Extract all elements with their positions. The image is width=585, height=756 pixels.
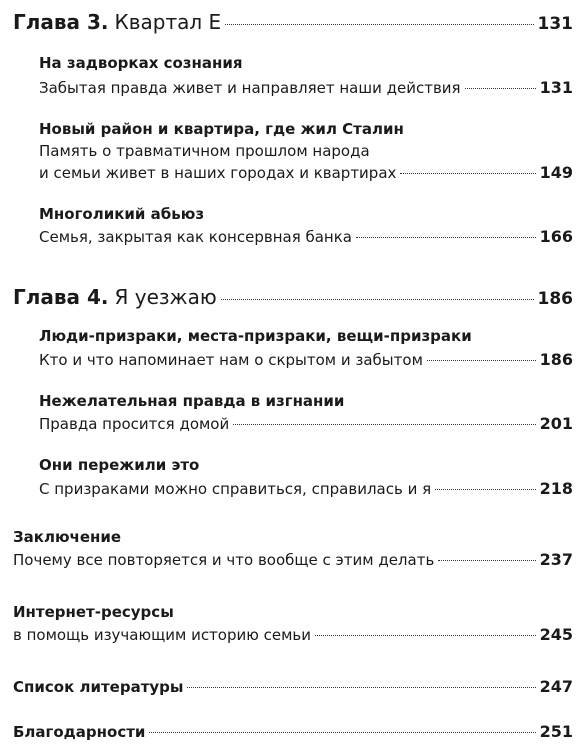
thanks-entry [13,722,573,741]
conclusion-title: Заключение [13,528,122,546]
literature-page: 247 [539,677,573,696]
leader-dots [187,687,535,688]
leader-dots [149,732,535,733]
literature-title: Список литературы [13,678,184,696]
section-subtitle: Семья, закрытая как консервная банка [39,228,352,246]
section-subtitle-entry [39,350,573,369]
section-title: Новый район и квартира, где жил Сталин [39,120,404,138]
conclusion-subtitle: Почему все повторяется и что вообще с этим делать [13,551,435,569]
section-title: Многоликий абьюз [39,205,205,223]
section-title: Они пережили это [39,456,200,474]
chapter-4-page: 186 [537,289,573,309]
section-title: На задворках сознания [39,54,243,72]
section-subtitle-entry [39,163,573,182]
chapter-3-entry [13,10,573,34]
chapter-4-title: Я уезжаю [114,285,217,309]
leader-dots [435,489,535,490]
leader-dots [315,635,536,636]
section-subtitle: С призраками можно справиться, справилась и я [39,480,432,498]
leader-dots [465,88,536,89]
section-subtitle-entry [39,414,573,433]
conclusion-entry [13,550,573,569]
chapter-4-entry [13,285,573,309]
section-subtitle-entry [39,479,573,498]
section-subtitle: Кто и что напоминает нам о скрытом и забытом [39,351,423,369]
section-page: 186 [539,350,573,369]
section-subtitle: Забытая правда живет и направляет наши действия [39,79,461,97]
section-page: 149 [539,163,573,182]
internet-resources-subtitle: в помощь изучающим историю семьи [13,626,312,644]
section-subtitle: и семьи живет в наших городах и квартирах [39,164,397,182]
chapter-3-label: Глава 3. [13,10,109,34]
leader-dots [225,24,533,25]
leader-dots [427,360,536,361]
leader-dots [400,173,535,174]
section-page: 201 [539,414,573,433]
thanks-page: 251 [539,722,573,741]
section-page: 166 [539,227,573,246]
leader-dots [356,237,536,238]
section-title: Нежелательная правда в изгнании [39,392,345,410]
chapter-3-page: 131 [537,14,573,34]
internet-resources-entry [13,625,573,644]
section-subtitle: Правда просится домой [39,415,230,433]
chapter-4-label: Глава 4. [13,285,109,309]
leader-dots [221,299,534,300]
leader-dots [233,424,535,425]
section-page: 218 [539,479,573,498]
literature-entry [13,677,573,696]
section-title: Люди-призраки, места-призраки, вещи-призраки [39,327,472,345]
internet-resources-page: 245 [539,625,573,644]
chapter-3-title: Квартал Е [114,10,222,34]
section-subtitle-entry [39,78,573,97]
internet-resources-title: Интернет-ресурсы [13,603,174,621]
section-page: 131 [539,78,573,97]
conclusion-page: 237 [539,550,573,569]
section-subtitle-entry [39,227,573,246]
leader-dots [438,560,535,561]
thanks-title: Благодарности [13,723,146,741]
section-subtitle-line1: Память о травматичном прошлом народа [39,142,370,160]
